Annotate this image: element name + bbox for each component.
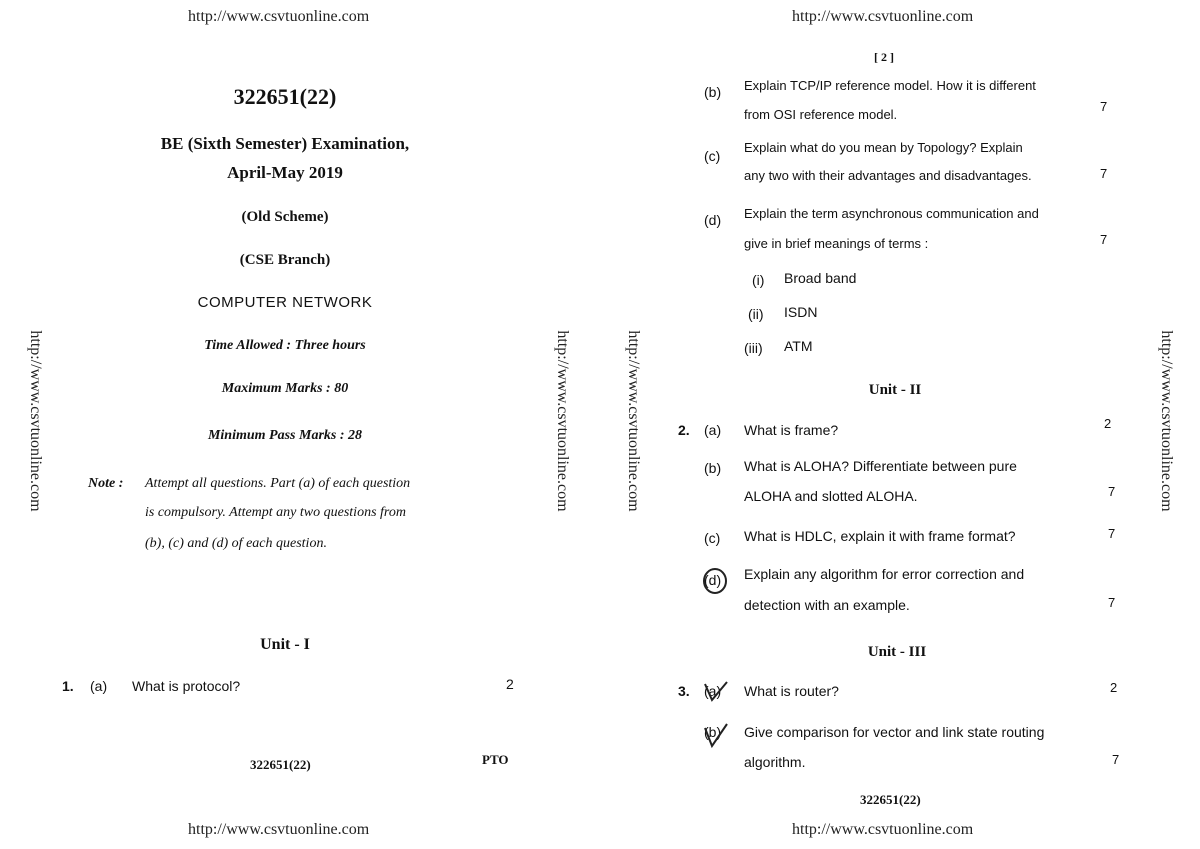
question-1b-line-2: from OSI reference model. [744,107,898,122]
question-1c-marks: 7 [1100,166,1108,181]
question-1-number: 1. [62,678,74,694]
subitem-text: ISDN [784,304,818,320]
circled-mark-icon [700,566,730,596]
question-2d-line-2: detection with an example. [744,597,910,613]
question-2b-line-1: What is ALOHA? Differentiate between pure [744,458,1017,474]
question-2b-label: (b) [704,460,722,476]
watermark-bottom-right: http://www.csvtuonline.com [792,821,974,838]
note-label: Note : [88,476,124,491]
maximum-marks: Maximum Marks : 80 [221,381,349,396]
question-3b-line-2: algorithm. [744,754,806,770]
question-3b-label: (b) [704,724,722,740]
question-2-number: 2. [678,422,690,438]
question-1d-line-1: Explain the term asynchronous communication and [744,206,1039,221]
question-3-number: 3. [678,683,690,699]
exam-title-line2: April-May 2019 [227,163,343,182]
watermark-bottom-left: http://www.csvtuonline.com [188,821,370,838]
question-2a-text: What is frame? [744,422,839,438]
question-1a-label: (a) [90,678,108,694]
question-1b-line-1: Explain TCP/IP reference model. How it is different [744,78,1036,93]
question-1d-marks: 7 [1100,232,1108,247]
question-1d-label: (d) [704,212,722,228]
left-footer-code: 322651(22) [250,757,311,772]
time-allowed: Time Allowed : Three hours [204,338,366,353]
question-2b-marks: 7 [1108,484,1116,499]
unit-3-heading: Unit - III [867,644,927,660]
question-2c-text: What is HDLC, explain it with frame format? [744,528,1016,544]
unit-1-heading: Unit - I [260,636,310,653]
branch-label: (CSE Branch) [239,252,331,268]
watermark-vertical-right-edge: http://www.csvtuonline.com [1158,330,1175,512]
question-2a-label: (a) [704,422,722,438]
subitem-label: (iii) [744,340,763,356]
question-2c-marks: 7 [1108,526,1116,541]
question-1d-line-2: give in brief meanings of terms : [744,236,929,251]
right-footer-code: 322651(22) [860,792,921,807]
question-1c-line-1: Explain what do you mean by Topology? Explain [744,140,1023,155]
question-3b-line-1: Give comparison for vector and link state routing [744,724,1045,740]
minimum-pass-marks: Minimum Pass Marks : 28 [207,428,363,443]
question-2d-label: (d) [704,572,722,588]
question-1b-marks: 7 [1100,99,1108,114]
check-mark-icon [702,680,730,704]
watermark-top-right: http://www.csvtuonline.com [792,8,974,25]
question-2b-line-2: ALOHA and slotted ALOHA. [744,488,918,504]
watermark-vertical-center-left: http://www.csvtuonline.com [554,330,571,512]
question-2c-label: (c) [704,530,721,546]
note-line-2: is compulsory. Attempt any two questions from [145,505,406,520]
check-mark-icon [702,722,730,750]
exam-title-line1: BE (Sixth Semester) Examination, [160,134,410,153]
unit-2-heading: Unit - II [868,382,922,398]
question-1a-text: What is protocol? [132,678,241,694]
subitem-text: Broad band [784,270,857,286]
left-footer-pto: PTO [482,752,509,767]
subitem-label: (i) [752,272,765,288]
note-line-3: (b), (c) and (d) of each question. [145,536,327,551]
question-2d-marks: 7 [1108,595,1116,610]
question-3a-marks: 2 [1110,680,1118,695]
subitem-text: ATM [784,338,813,354]
question-1a-marks: 2 [506,676,514,692]
note-line-1: Attempt all questions. Part (a) of each question [145,476,411,491]
question-1c-label: (c) [704,148,721,164]
watermark-vertical-center-right: http://www.csvtuonline.com [625,330,642,512]
page-number: [ 2 ] [874,50,894,64]
subitem-label: (ii) [748,306,764,322]
watermark-vertical-left-edge: http://www.csvtuonline.com [27,330,44,512]
question-3a-label: (a) [704,683,722,699]
question-2d-line-1: Explain any algorithm for error correction and [744,566,1025,582]
subject-title: COMPUTER NETWORK [197,294,373,311]
question-1c-line-2: any two with their advantages and disadvantages. [744,168,1032,183]
scheme-label: (Old Scheme) [241,209,329,225]
question-3a-text: What is router? [744,683,839,699]
paper-code: 322651(22) [233,84,337,109]
question-1b-label: (b) [704,84,722,100]
question-2a-marks: 2 [1104,416,1112,431]
question-3b-marks: 7 [1112,752,1120,767]
watermark-top-left: http://www.csvtuonline.com [188,8,370,25]
